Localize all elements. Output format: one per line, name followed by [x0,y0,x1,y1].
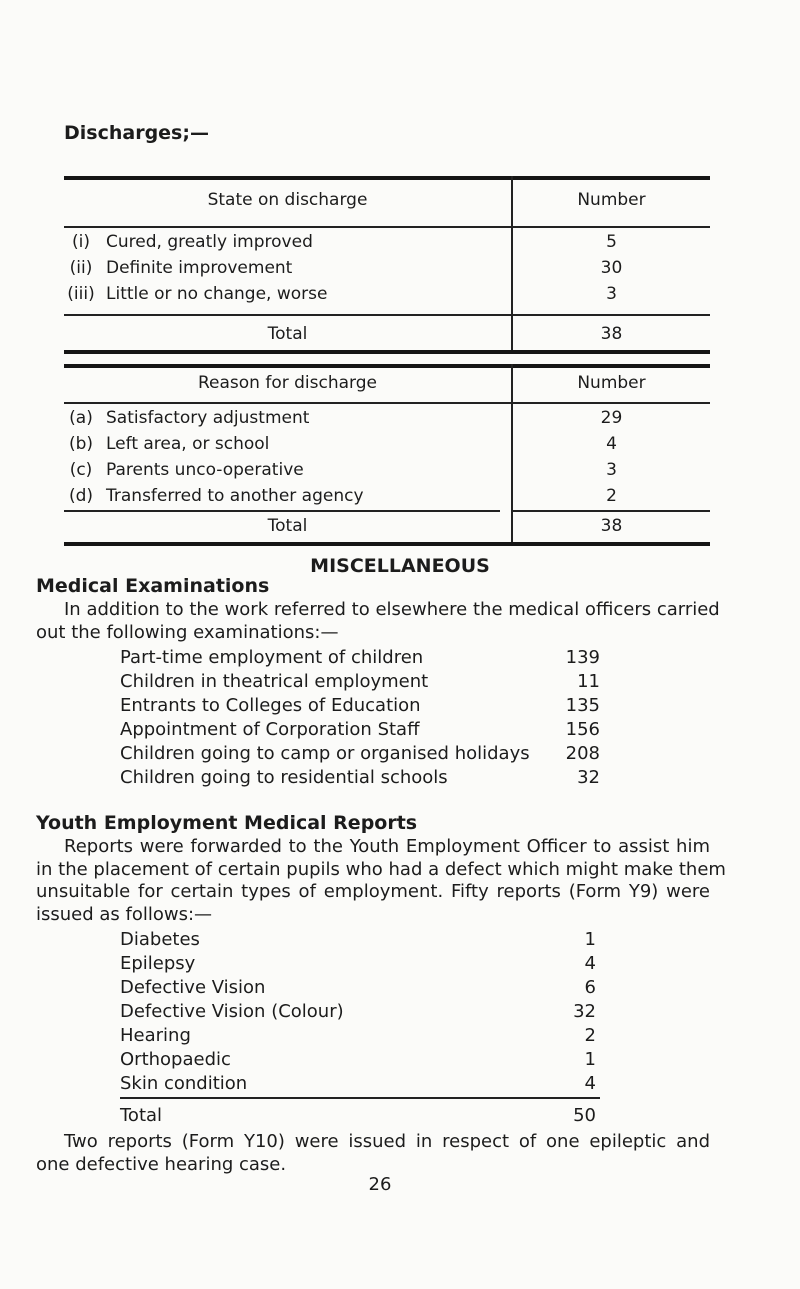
total-label: Total [267,324,308,344]
row-label: Satisfactory adjustment [106,408,310,428]
item-label: Children going to residential schools [120,767,448,788]
row-value: 3 [606,284,617,304]
table-row [64,408,710,432]
table-rule [64,364,710,368]
table-rule [64,542,710,546]
row-value: 4 [606,434,617,454]
row-label: Cured, greatly improved [106,232,313,252]
item-label: Children in theatrical employment [120,671,429,692]
item-value: 156 [565,719,600,740]
item-value: 1 [584,929,596,950]
youth-employment-paragraph [36,836,726,926]
total-value: 50 [573,1105,596,1126]
table-row [64,258,710,282]
list-item [120,671,600,695]
item-value: 32 [577,767,600,788]
item-value: 135 [565,695,600,716]
list-item [120,977,596,1001]
column-header-state: State on discharge [207,190,368,210]
total-value: 38 [600,324,623,344]
examinations-list [120,647,600,795]
total-value: 38 [600,516,623,536]
list-item [120,767,600,791]
row-label: Parents unco-operative [106,460,304,480]
table-row [64,232,710,256]
item-label: Part-time employment of children [120,647,424,668]
paragraph-line: unsuitable for certain types of employment. Fifty reports (Form Y9) were [36,881,710,902]
column-header-reason: Reason for discharge [198,373,377,393]
list-item [120,1073,596,1097]
item-value: 4 [584,953,596,974]
list-item [120,695,600,719]
paragraph-line: Two reports (Form Y10) were issued in respect of one epileptic and [64,1131,710,1152]
table-row [64,434,710,458]
table-rule [64,176,710,180]
medical-intro-paragraph [36,599,720,644]
table-row [64,284,710,308]
closing-paragraph [36,1131,710,1176]
paragraph-line: issued as follows:— [36,903,213,925]
item-label: Skin condition [120,1073,248,1094]
column-header-number: Number [577,373,646,393]
table-rule [64,314,710,316]
row-value: 29 [600,408,623,428]
paragraph-line: one defective hearing case. [36,1153,287,1175]
item-value: 208 [565,743,600,764]
item-label: Hearing [120,1025,191,1046]
paragraph-line: In addition to the work referred to elsewhere the medical officers carried [64,599,720,620]
discharges-heading: Discharges;— [64,122,209,144]
total-label: Total [120,1105,163,1126]
row-label: Definite improvement [106,258,293,278]
item-value: 4 [584,1073,596,1094]
list-item [120,743,600,767]
list-item [120,1001,596,1025]
item-value: 32 [573,1001,596,1022]
row-value: 30 [600,258,623,278]
row-label: Little or no change, worse [106,284,328,304]
row-value: 5 [606,232,617,252]
row-label: Transferred to another agency [106,486,364,506]
row-number: (c) [69,460,93,480]
table-rule [64,226,710,228]
item-value: 11 [577,671,600,692]
paragraph-line: in the placement of certain pupils who had a defect which might make them [36,858,726,880]
table-rule [513,510,710,512]
item-value: 139 [565,647,600,668]
row-number: (d) [68,486,94,506]
column-header-number: Number [577,190,646,210]
table-row [64,460,710,484]
youth-employment-heading: Youth Employment Medical Reports [36,812,418,834]
reports-list [120,929,600,1129]
item-value: 2 [584,1025,596,1046]
total-row [120,1105,596,1129]
row-number: (ii) [69,258,93,278]
table-rule [64,350,710,354]
item-label: Orthopaedic [120,1049,231,1070]
item-value: 6 [584,977,596,998]
list-item [120,647,600,671]
item-label: Epilepsy [120,953,196,974]
item-value: 1 [584,1049,596,1070]
row-number: (iii) [67,284,95,304]
list-item [120,1049,596,1073]
list-item [120,719,600,743]
item-label: Defective Vision (Colour) [120,1001,344,1022]
list-item [120,929,596,953]
item-label: Defective Vision [120,977,266,998]
paragraph-line: out the following examinations:— [36,621,339,643]
row-value: 3 [606,460,617,480]
row-number: (i) [72,232,90,252]
row-number: (b) [68,434,94,454]
miscellaneous-title: MISCELLANEOUS [310,555,490,577]
medical-examinations-heading: Medical Examinations [36,575,270,597]
item-label: Entrants to Colleges of Education [120,695,421,716]
row-value: 2 [606,486,617,506]
page-number: 26 [368,1174,392,1195]
table-rule [64,510,500,512]
total-rule [120,1097,600,1099]
item-label: Appointment of Corporation Staff [120,719,420,740]
row-label: Left area, or school [106,434,270,454]
item-label: Diabetes [120,929,200,950]
row-number: (a) [69,408,93,428]
table-row [64,486,710,510]
table-rule [64,402,710,404]
reason-for-discharge-table [64,364,710,546]
list-item [120,1025,596,1049]
state-on-discharge-table [64,176,710,354]
item-label: Children going to camp or organised holidays [120,743,530,764]
paragraph-line: Reports were forwarded to the Youth Employment Officer to assist him [64,836,710,857]
list-item [120,953,596,977]
total-label: Total [267,516,308,536]
